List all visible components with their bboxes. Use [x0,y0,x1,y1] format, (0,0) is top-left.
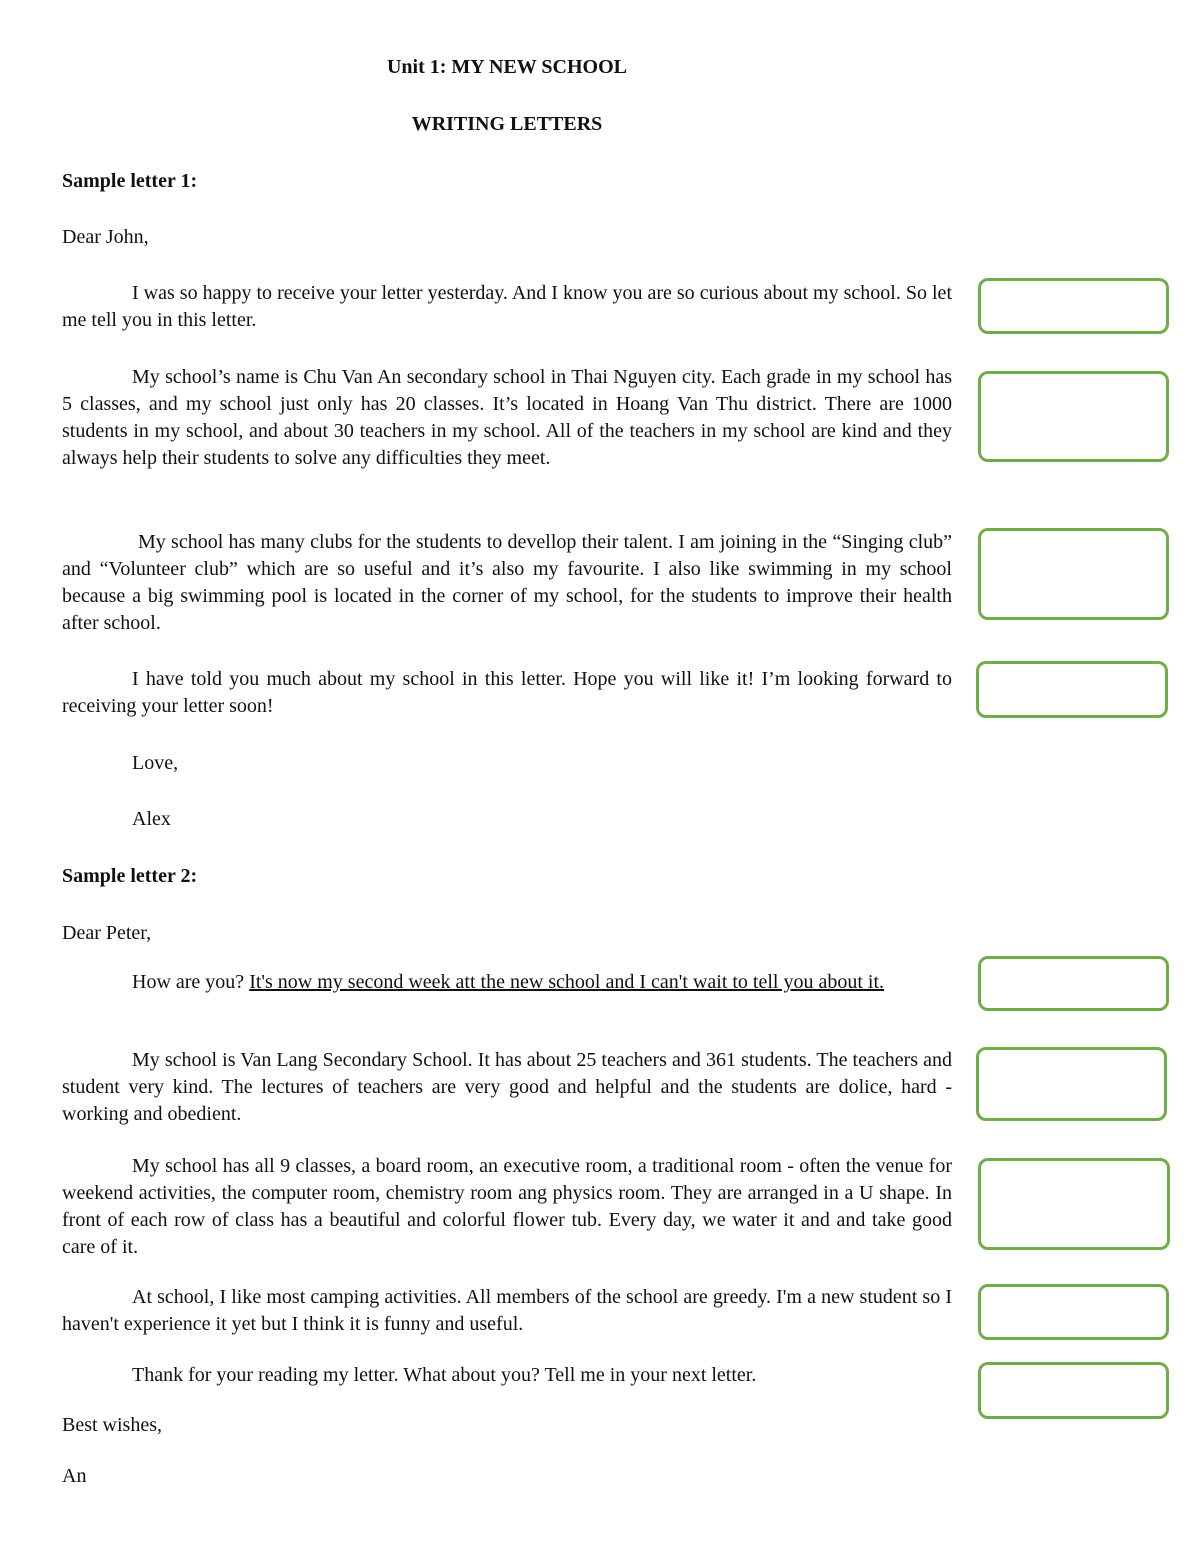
letter1-greeting: Dear John, [62,226,149,248]
page-title: Unit 1: MY NEW SCHOOL [386,56,628,78]
sample-letter-1-label: Sample letter 1: [62,170,198,192]
sample-letter-2-label: Sample letter 2: [62,865,198,887]
page-subtitle: WRITING LETTERS [411,113,603,135]
answer-box-letter1-2[interactable] [978,371,1169,462]
letter2-paragraph-1-underlined: It's now my second week att the new school and I can't wait to tell you about it. [249,971,885,993]
letter2-paragraph-5: Thank for your reading my letter. What about you? Tell me in your next letter. [132,1364,757,1386]
answer-box-letter1-3[interactable] [978,528,1169,620]
letter2-paragraph-3: My school has all 9 classes, a board room, an executive room, a traditional room - often the venue for weekend activities, the computer room, chemistry room ang physics room. They are arranged in a U shape. In front of each row of class has a beautiful and colorful flower tub. Every day, we water it and and take good care of it. [62,1155,952,1258]
answer-box-letter2-4[interactable] [978,1284,1169,1340]
answer-box-letter2-1[interactable] [978,956,1169,1011]
letter1-closing: Love, [132,752,179,774]
letter2-greeting: Dear Peter, [62,922,152,944]
letter1-paragraph-4: I have told you much about my school in this letter. Hope you will like it! I’m looking forward to receiving your letter soon! [62,668,952,717]
letter2-closing: Best wishes, [62,1414,162,1436]
letter2-paragraph-4: At school, I like most camping activities. All members of the school are greedy. I'm a new student so I haven't experience it yet but I think it is funny and useful. [62,1286,952,1335]
answer-box-letter2-5[interactable] [978,1362,1169,1419]
answer-box-letter1-1[interactable] [978,278,1169,334]
letter1-signature: Alex [132,808,171,830]
answer-box-letter1-4[interactable] [976,661,1168,718]
letter2-paragraph-1-start: How are you? [132,971,250,993]
answer-box-letter2-2[interactable] [976,1047,1167,1121]
letter1-paragraph-1: I was so happy to receive your letter yesterday. And I know you are so curious about my school. So let me tell you in this letter. [62,282,952,331]
letter2-paragraph-2: My school is Van Lang Secondary School. It has about 25 teachers and 361 students. The teachers and student very kind. The lectures of teachers are very good and helpful and the students are dolice, hard - working and obedient. [62,1049,952,1125]
letter1-paragraph-2: My school’s name is Chu Van An secondary school in Thai Nguyen city. Each grade in my school has 5 classes, and my school just only has 20 classes. It’s located in Hoang Van Thu district. There are 1000 students in my school, and about 30 teachers in my school. All of the teachers in my school are kind and they always help their students to solve any difficulties they meet. [62,366,952,469]
letter2-paragraph-1 [62,969,952,996]
answer-box-letter2-3[interactable] [978,1158,1170,1250]
letter2-signature: An [62,1465,87,1487]
letter1-paragraph-3: My school has many clubs for the students to devellop their talent. I am joining in the “Singing club” and “Volunteer club” which are so useful and it’s also my favourite. I also like swimming in my school because a big swimming pool is located in the corner of my school, for the students to improve their health after school. [62,531,952,634]
